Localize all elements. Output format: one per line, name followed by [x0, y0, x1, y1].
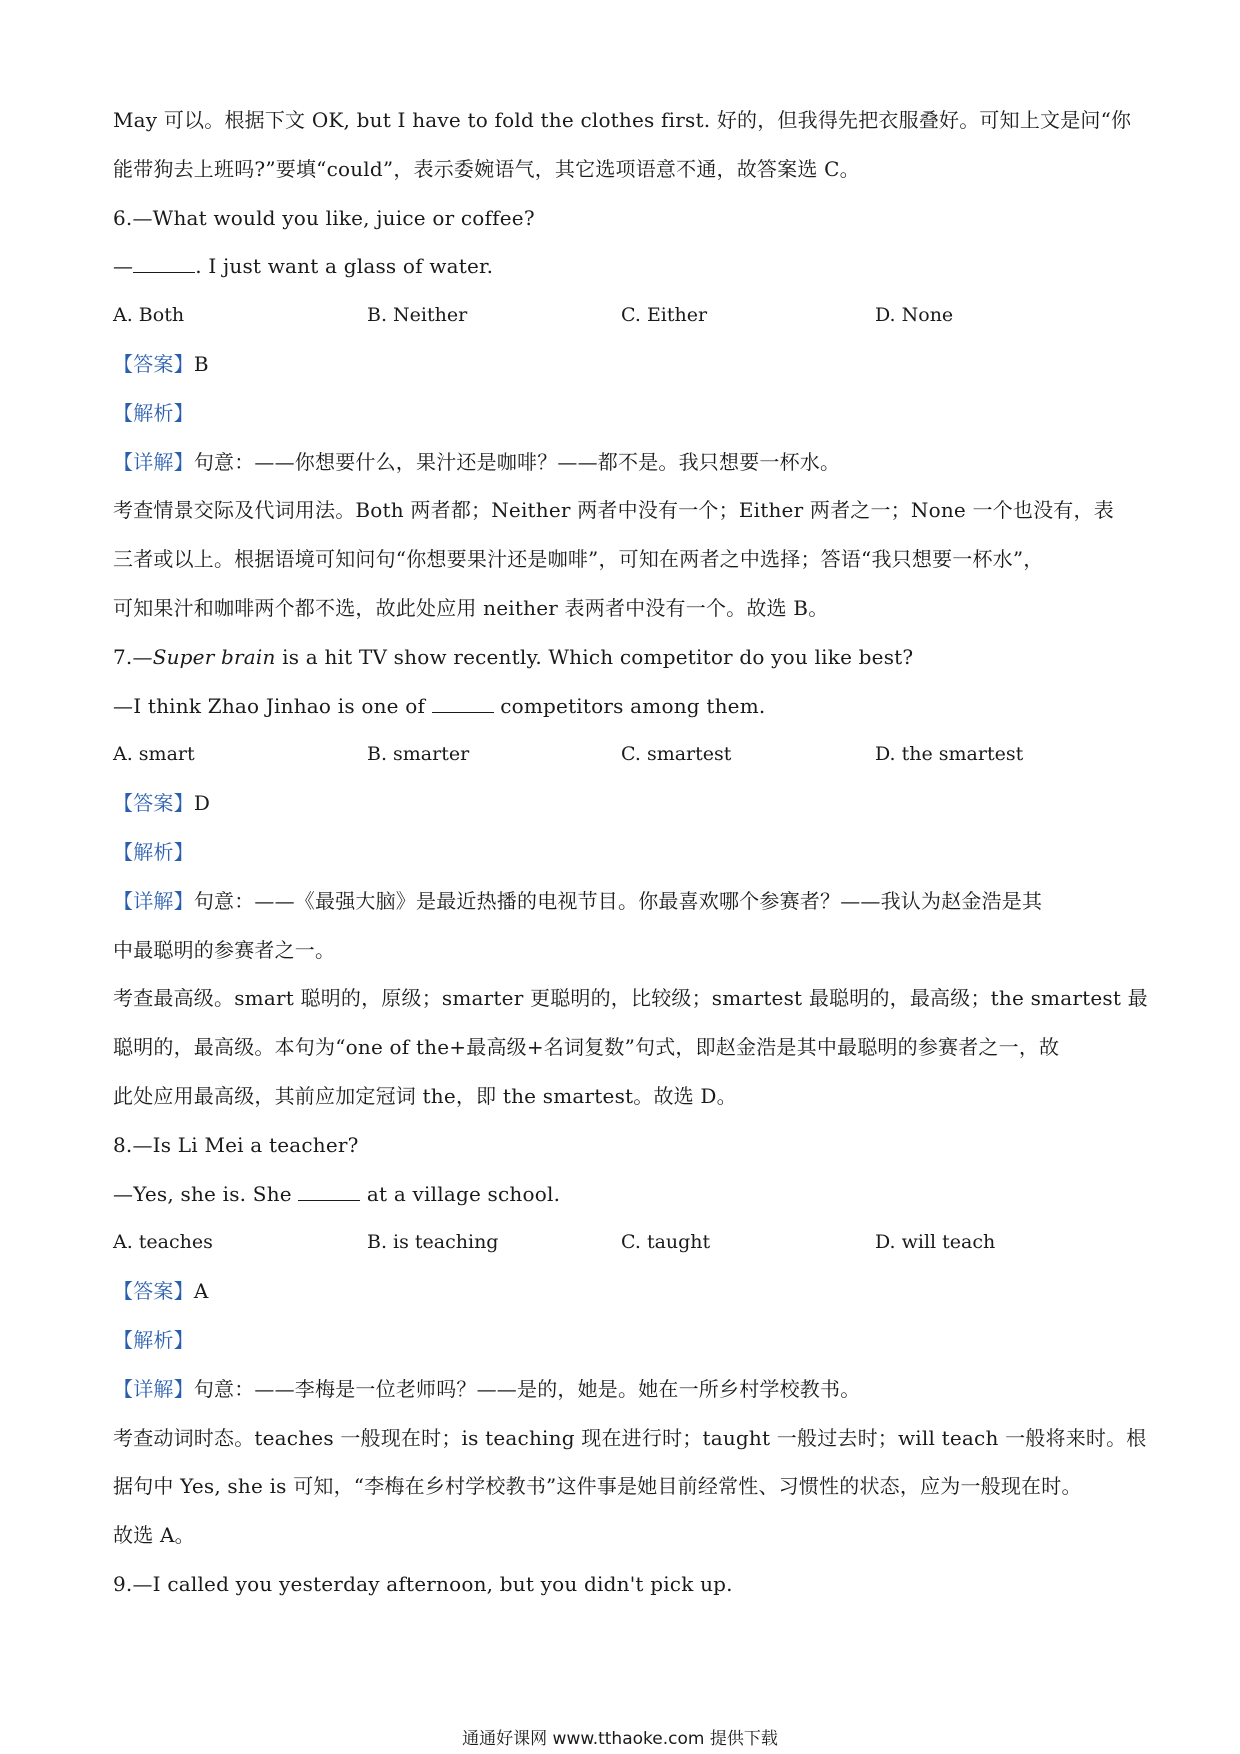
option-b: B. smarter	[367, 743, 470, 766]
question-7-answer	[113, 779, 1129, 828]
answer-value: B	[193, 351, 209, 376]
explanation-line: 聪明的，最高级。本句为“one of the+最高级+名词复数”句式，即赵金浩是其中最聪明的参赛者之一，故	[113, 1035, 1060, 1060]
explanation-line: 可知果汁和咖啡两个都不选，故此处应用 neither 表两者中没有一个。故选 B。	[113, 595, 829, 620]
document-page	[113, 96, 1148, 1609]
answer-blank	[298, 1182, 360, 1201]
question-6-stem: 6.—What would you like, juice or coffee?	[113, 205, 535, 230]
question-7-stem	[113, 633, 1129, 682]
question-8-answer	[113, 1267, 1129, 1316]
detail-tag: 【详解】	[113, 449, 194, 474]
question-6-reply	[113, 242, 1129, 291]
paragraph-line: May 可以。根据下文 OK, but I have to fold the clothes first. 好的，但我得先把衣服叠好。可知上文是问“你	[113, 108, 1132, 132]
question-8-stem: 8.—Is Li Mei a teacher?	[113, 1132, 359, 1157]
paragraph-line: 能带狗去上班吗?”要填“could”，表示委婉语气，其它选项语意不通，故答案选 C。	[113, 156, 860, 181]
reply-text: —I think Zhao Jinhao is one of	[113, 693, 432, 718]
analysis-tag: 【解析】	[113, 400, 194, 425]
explanation-line: 据句中 Yes, she is 可知，“李梅在乡村学校教书”这件事是她目前经常性、习惯性的状态，应为一般现在时。	[113, 1474, 1082, 1499]
answer-tag: 【答案】	[113, 791, 194, 816]
option-a: A. Both	[113, 304, 185, 327]
detail-line: 中最聪明的参赛者之一。	[113, 937, 336, 962]
detail-text: 句意：——《最强大脑》是最近热播的电视节目。你最喜欢哪个参赛者？——我认为赵金浩是其	[193, 888, 1043, 913]
answer-blank	[432, 694, 494, 713]
explanation-line: 三者或以上。根据语境可知问句“你想要果汁还是咖啡”，可知在两者之中选择；答语“我只想要一杯水”，	[113, 547, 1044, 572]
option-c: C. smartest	[621, 743, 732, 766]
reply-text: —Yes, she is. She	[113, 1181, 299, 1206]
answer-tag: 【答案】	[113, 1279, 194, 1304]
reply-text: . I just want a glass of water.	[195, 254, 494, 279]
answer-tag: 【答案】	[113, 351, 194, 376]
question-7-analysis	[113, 828, 1129, 877]
option-a: A. teaches	[113, 1231, 213, 1254]
answer-value: A	[193, 1279, 209, 1304]
stem-text: is a hit TV show recently. Which competitor do you like best?	[275, 644, 914, 669]
question-8-reply	[113, 1170, 1129, 1219]
explanation-line: 此处应用最高级，其前应加定冠词 the，即 the smartest。故选 D。	[113, 1083, 737, 1108]
analysis-tag: 【解析】	[113, 839, 194, 864]
explanation-line: 考查最高级。smart 聪明的，原级；smarter 更聪明的，比较级；smartest 最聪明的，最高级；the smartest 最	[113, 986, 1148, 1011]
option-a: A. smart	[113, 743, 195, 766]
explanation-line: 考查情景交际及代词用法。Both 两者都；Neither 两者中没有一个；Either 两者之一；None 一个也没有，表	[113, 498, 1114, 523]
question-7-detail	[113, 877, 1129, 926]
option-d: D. None	[875, 304, 954, 327]
option-b: B. Neither	[367, 304, 468, 327]
analysis-tag: 【解析】	[113, 1327, 194, 1352]
reply-text: competitors among them.	[493, 693, 766, 718]
option-d: D. the smartest	[875, 743, 1024, 766]
question-7-options	[113, 730, 1129, 779]
reply-dash: —	[113, 254, 134, 279]
option-c: C. Either	[621, 304, 708, 327]
answer-blank	[133, 254, 195, 273]
option-c: C. taught	[621, 1231, 711, 1254]
question-6-analysis	[113, 389, 1129, 438]
page-footer: 通通好课网 www.tthaoke.com 提供下载	[462, 1729, 778, 1749]
question-6-detail	[113, 438, 1129, 487]
option-b: B. is teaching	[367, 1231, 499, 1254]
question-6-options	[113, 291, 1129, 340]
question-6-answer	[113, 340, 1129, 389]
detail-text: 句意：——李梅是一位老师吗？——是的，她是。她在一所乡村学校教书。	[193, 1376, 861, 1401]
answer-value: D	[193, 791, 211, 816]
detail-tag: 【详解】	[113, 888, 194, 913]
detail-tag: 【详解】	[113, 1376, 194, 1401]
question-8-analysis	[113, 1316, 1129, 1365]
explanation-line: 考查动词时态。teaches 一般现在时；is teaching 现在进行时；taught 一般过去时；will teach 一般将来时。根	[113, 1425, 1147, 1450]
option-d: D. will teach	[875, 1231, 996, 1254]
explanation-line: 故选 A。	[113, 1523, 195, 1548]
question-8-detail	[113, 1365, 1129, 1414]
detail-text: 句意：——你想要什么，果汁还是咖啡？——都不是。我只想要一杯水。	[193, 449, 841, 474]
question-7-reply	[113, 682, 1129, 731]
question-9-stem: 9.—I called you yesterday afternoon, but you didn't pick up.	[113, 1571, 733, 1596]
stem-number: 7.—	[113, 644, 153, 669]
reply-text: at a village school.	[360, 1181, 561, 1206]
question-8-options	[113, 1218, 1129, 1267]
show-title: Super brain	[152, 644, 276, 669]
